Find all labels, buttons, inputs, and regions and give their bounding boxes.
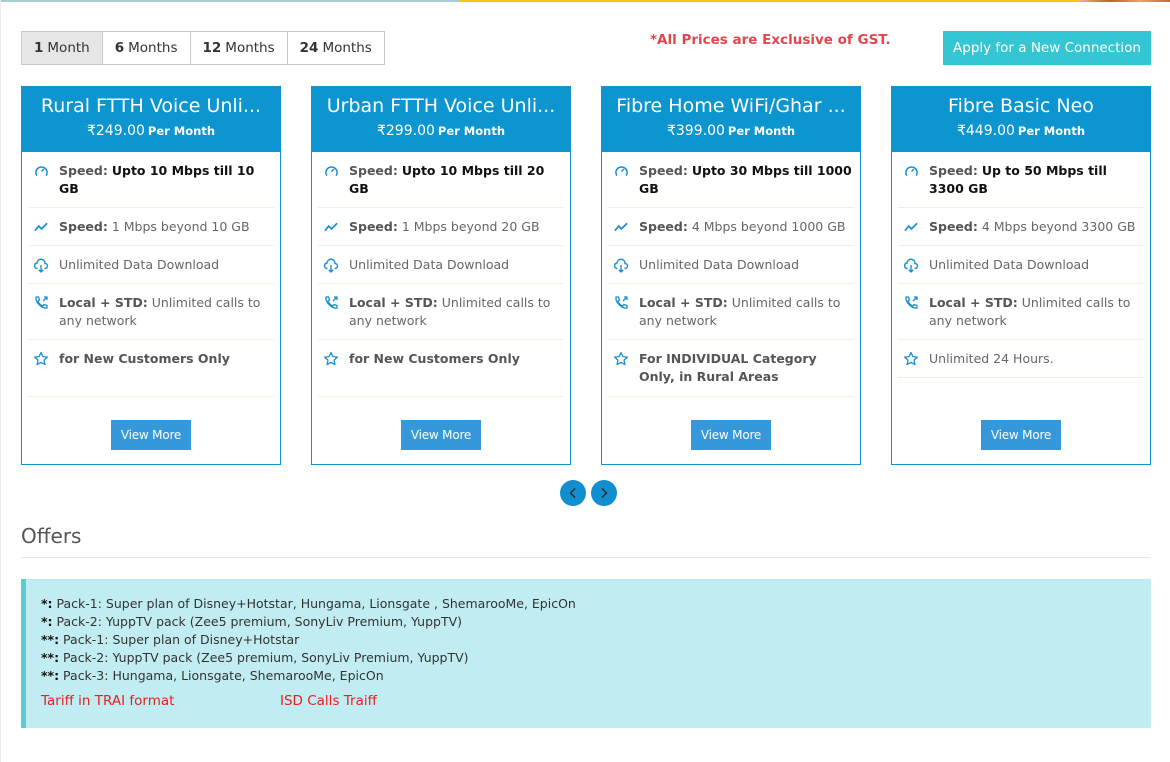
feature-item: Speed: 1 Mbps beyond 20 GB bbox=[318, 208, 564, 246]
offer-line: **: Pack-2: YuppTV pack (Zee5 premium, SonyLiv Premium, YuppTV) bbox=[41, 650, 469, 665]
offer-line: **: Pack-1: Super plan of Disney+Hotstar bbox=[41, 632, 300, 647]
feature-item: Speed: Upto 30 Mbps till 1000 GB bbox=[608, 152, 854, 208]
offer-line: **: Pack-3: Hungama, Lionsgate, ShemarooMe, EpicOn bbox=[41, 668, 384, 683]
feature-item: Local + STD: Unlimited calls to any network bbox=[318, 284, 564, 340]
carousel-next-button[interactable] bbox=[591, 480, 617, 506]
offer-line: *: Pack-1: Super plan of Disney+Hotstar, Hungama, Lionsgate , ShemarooMe, EpicOn bbox=[41, 596, 576, 611]
top-accent-bar bbox=[0, 0, 1170, 2]
top-bar-image-strip bbox=[1080, 0, 1170, 2]
feature-item: Local + STD: Unlimited calls to any network bbox=[898, 284, 1144, 340]
feature-item: Unlimited Data Download bbox=[898, 246, 1144, 284]
feature-item: Speed: 1 Mbps beyond 10 GB bbox=[28, 208, 274, 246]
tab-1-month[interactable]: 1 Month bbox=[22, 32, 103, 64]
plan-card bbox=[601, 86, 861, 465]
plan-card-header bbox=[312, 87, 570, 152]
tab-6-months[interactable]: 6 Months bbox=[103, 32, 191, 64]
feature-item: Local + STD: Unlimited calls to any network bbox=[28, 284, 274, 340]
speedometer-icon bbox=[902, 162, 920, 180]
plan-card-header bbox=[602, 87, 860, 152]
chevron-right-icon bbox=[599, 487, 609, 499]
view-more-button[interactable]: View More bbox=[401, 420, 481, 450]
plan-title: Rural FTTH Voice Unli... bbox=[40, 95, 262, 117]
plan-price: ₹449.00 Per Month bbox=[956, 123, 1086, 139]
phone-outgoing-icon bbox=[322, 294, 340, 312]
trend-line-icon bbox=[902, 218, 920, 236]
chevron-left-icon bbox=[568, 487, 578, 499]
speedometer-icon bbox=[322, 162, 340, 180]
offer-line: *: Pack-2: YuppTV pack (Zee5 premium, SonyLiv Premium, YuppTV) bbox=[41, 614, 463, 629]
feature-item: for New Customers Only bbox=[318, 340, 564, 397]
top-bar-segment bbox=[460, 0, 1080, 2]
feature-item: Unlimited Data Download bbox=[608, 246, 854, 284]
plan-card bbox=[891, 86, 1151, 465]
cloud-download-icon bbox=[902, 256, 920, 274]
feature-item: Speed: Upto 10 Mbps till 10 GB bbox=[28, 152, 274, 208]
feature-list bbox=[22, 152, 280, 397]
trend-line-icon bbox=[612, 218, 630, 236]
cloud-download-icon bbox=[612, 256, 630, 274]
view-more-button[interactable]: View More bbox=[111, 420, 191, 450]
apply-new-connection-button[interactable]: Apply for a New Connection bbox=[943, 31, 1151, 65]
carousel-prev-button[interactable] bbox=[560, 480, 586, 506]
feature-item: Speed: Up to 50 Mbps till 3300 GB bbox=[898, 152, 1144, 208]
offers-panel bbox=[21, 579, 1151, 728]
trend-line-icon bbox=[322, 218, 340, 236]
trend-line-icon bbox=[32, 218, 50, 236]
plan-card bbox=[311, 86, 571, 465]
top-bar-segment bbox=[0, 0, 460, 2]
gst-note: *All Prices are Exclusive of GST. bbox=[650, 32, 891, 48]
view-more-button[interactable]: View More bbox=[981, 420, 1061, 450]
plan-price: ₹299.00 Per Month bbox=[376, 123, 506, 139]
speedometer-icon bbox=[612, 162, 630, 180]
plan-price: ₹399.00 Per Month bbox=[666, 123, 796, 139]
feature-item: Speed: 4 Mbps beyond 1000 GB bbox=[608, 208, 854, 246]
phone-outgoing-icon bbox=[902, 294, 920, 312]
duration-tabs bbox=[21, 31, 385, 65]
plan-title: Fibre Basic Neo bbox=[948, 95, 1094, 117]
tab-24-months[interactable]: 24 Months bbox=[288, 32, 384, 64]
divider bbox=[21, 557, 1151, 558]
tariff-trai-link[interactable]: Tariff in TRAI format bbox=[41, 693, 175, 709]
phone-outgoing-icon bbox=[612, 294, 630, 312]
plan-price: ₹249.00 Per Month bbox=[86, 123, 216, 139]
feature-item: Speed: Upto 10 Mbps till 20 GB bbox=[318, 152, 564, 208]
feature-list bbox=[892, 152, 1150, 378]
offers-heading: Offers bbox=[21, 524, 82, 548]
star-icon bbox=[32, 350, 50, 368]
isd-calls-tariff-link[interactable]: ISD Calls Traiff bbox=[280, 693, 377, 709]
feature-list bbox=[602, 152, 860, 397]
feature-item: Speed: 4 Mbps beyond 3300 GB bbox=[898, 208, 1144, 246]
plan-card-header bbox=[892, 87, 1150, 152]
page-left-border bbox=[0, 0, 1, 762]
plan-card bbox=[21, 86, 281, 465]
feature-item: Unlimited Data Download bbox=[318, 246, 564, 284]
cloud-download-icon bbox=[32, 256, 50, 274]
feature-item: Unlimited Data Download bbox=[28, 246, 274, 284]
feature-item: For INDIVIDUAL Category Only, in Rural Areas bbox=[608, 340, 854, 397]
tab-12-months[interactable]: 12 Months bbox=[191, 32, 288, 64]
feature-item: for New Customers Only bbox=[28, 340, 274, 397]
view-more-button[interactable]: View More bbox=[691, 420, 771, 450]
cloud-download-icon bbox=[322, 256, 340, 274]
plan-title: Urban FTTH Voice Unli... bbox=[326, 95, 556, 117]
feature-item: Unlimited 24 Hours. bbox=[898, 340, 1144, 378]
feature-list bbox=[312, 152, 570, 397]
feature-item: Local + STD: Unlimited calls to any network bbox=[608, 284, 854, 340]
speedometer-icon bbox=[32, 162, 50, 180]
star-icon bbox=[322, 350, 340, 368]
phone-outgoing-icon bbox=[32, 294, 50, 312]
plan-title: Fibre Home WiFi/Ghar ... bbox=[616, 95, 846, 117]
plan-card-header bbox=[22, 87, 280, 152]
star-icon bbox=[612, 350, 630, 368]
star-icon bbox=[902, 350, 920, 368]
